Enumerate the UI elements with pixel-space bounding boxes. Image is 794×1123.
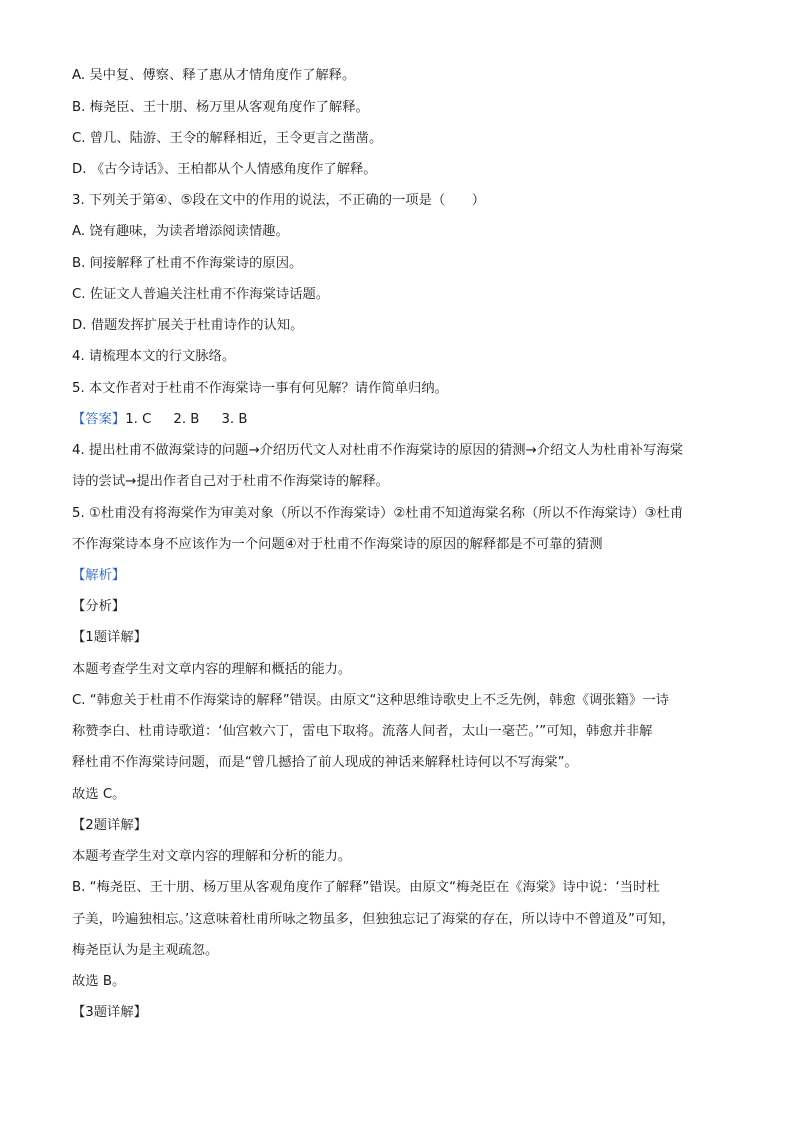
fenxi-tag: 【分析】 <box>72 599 126 614</box>
detail-2-line-3: 梅尧臣认为是主观疏忽。 <box>72 943 219 958</box>
answer-3: 3. B <box>221 412 248 427</box>
option-3c: C. 佐证文人普遍关注杜甫不作海棠诗话题。 <box>72 287 330 302</box>
detail-1-line-2: 称赞李白、杜甫诗歌道：‘仙宫敕六丁，雷电下取将。流落人间者，太山一毫芒。’”可知，韩愈并非解 <box>72 724 653 739</box>
detail-1-intro: 本题考查学生对文章内容的理解和概括的能力。 <box>72 662 352 677</box>
detail-2-line-2: 子美，吟遍独相忘。’这意味着杜甫所咏之物虽多，但独独忘记了海棠的存在，所以诗中不曾道及”可知， <box>72 912 675 927</box>
answer-2: 2. B <box>173 412 200 427</box>
option-2b: B. 梅尧臣、王十朋、杨万里从客观角度作了解释。 <box>72 100 369 115</box>
option-3d: D. 借题发挥扩展关于杜甫诗作的认知。 <box>72 318 304 333</box>
option-2d: D. 《古今诗话》、王柏都从个人情感角度作了解释。 <box>72 162 377 177</box>
answer-5-line-2: 不作海棠诗本身不应该作为一个问题④对于杜甫不作海棠诗的原因的解释都是不可靠的猜测 <box>72 537 603 552</box>
analysis-tag: 【解析】 <box>72 568 126 583</box>
detail-2-title: 【2题详解】 <box>72 818 147 833</box>
answer-line <box>72 410 247 430</box>
answer-5-line-1: 5. ①杜甫没有将海棠作为审美对象（所以不作海棠诗）②杜甫不知道海棠名称（所以不作海棠诗）③杜甫 <box>72 506 684 521</box>
option-2a: A. 吴中复、傅察、释了惠从才情角度作了解释。 <box>72 68 356 83</box>
answer-4-line-1: 4. 提出杜甫不做海棠诗的问题→介绍历代文人对杜甫不作海棠诗的原因的猜测→介绍文人为杜甫补写海棠 <box>72 443 683 458</box>
detail-3-title: 【3题详解】 <box>72 1005 147 1020</box>
question-3-stem: 3. 下列关于第④、⑤段在文中的作用的说法，不正确的一项是（ ） <box>72 193 486 208</box>
answer-tag: 【答案】 <box>72 412 126 427</box>
question-5-stem: 5. 本文作者对于杜甫不作海棠诗一事有何见解？请作简单归纳。 <box>72 381 448 396</box>
detail-1-line-3: 释杜甫不作海棠诗问题，而是“曾几撼拾了前人现成的神话来解释杜诗何以不写海棠”。 <box>72 755 578 770</box>
answer-4-line-2: 诗的尝试→提出作者自己对于杜甫不作海棠诗的解释。 <box>72 474 389 489</box>
option-3a: A. 饶有趣味，为读者增添阅读情趣。 <box>72 224 289 239</box>
detail-1-choice: 故选 C。 <box>72 787 126 802</box>
detail-1-title: 【1题详解】 <box>72 630 147 645</box>
option-3b: B. 间接解释了杜甫不作海棠诗的原因。 <box>72 256 303 271</box>
option-2c: C. 曾几、陆游、王令的解释相近，王令更言之凿凿。 <box>72 131 383 146</box>
detail-2-line-1: B. “梅尧臣、王十朋、杨万里从客观角度作了解释”错误。由原文“梅尧臣在《海棠》诗中说：‘当时杜 <box>72 880 660 895</box>
detail-2-choice: 故选 B。 <box>72 974 126 989</box>
detail-1-line-1: C. “韩愈关于杜甫不作海棠诗的解释”错误。由原文“这种思维诗歌史上不乏先例，韩愈《调张籍》一诗 <box>72 693 669 708</box>
answer-1: 1. C <box>125 412 152 427</box>
detail-2-intro: 本题考查学生对文章内容的理解和分析的能力。 <box>72 849 352 864</box>
question-4-stem: 4. 请梳理本文的行文脉络。 <box>72 349 236 364</box>
